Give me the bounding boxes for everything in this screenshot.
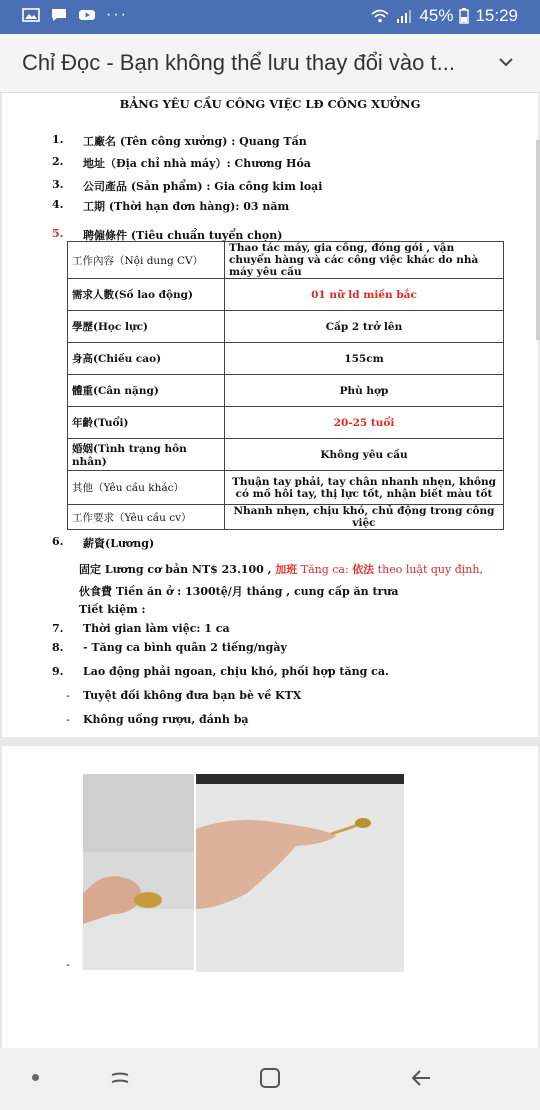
document-title: Chỉ Đọc - Bạn không thể lưu thay đổi vào t... (22, 50, 455, 75)
item-factory-name: 工廠名 (Tên công xưởng) : Quang Tấn (83, 135, 307, 148)
rule-no-friends: Tuyệt đối không đưa bạn bè về KTX (83, 689, 302, 702)
table-key: 體重(Cân nặng) (68, 375, 225, 407)
hand-photo-right (196, 774, 404, 972)
page2-dash: - (66, 958, 70, 971)
table-value: Thuận tay phải, tay chân nhanh nhẹn, không có mồ hôi tay, thị lực tốt, nhận biết màu tốt (225, 471, 504, 505)
table-value: 20-25 tuổi (225, 407, 504, 439)
salary-line-meals: 伙食費 Tiền ăn ở : 1300tệ/月 tháng , cung cấp ăn trưa (79, 585, 399, 598)
table-row (68, 343, 504, 375)
scrollbar[interactable] (536, 140, 540, 340)
clock: 15:29 (475, 6, 518, 25)
table-row (68, 505, 504, 530)
battery-icon (459, 8, 469, 24)
notification-icons (22, 6, 128, 24)
item-number: 1. (52, 133, 64, 146)
item-criteria: 聘僱條件 (Tiêu chuẩn tuyển chọn) (83, 229, 283, 242)
table-value: 155cm (225, 343, 504, 375)
table-key: 其他（Yêu cầu khác） (68, 471, 225, 505)
gallery-icon (22, 7, 40, 23)
table-key: 工作要求（Yêu cầu cv） (68, 505, 225, 530)
system-status (371, 6, 518, 26)
dot-indicator-icon (32, 1074, 39, 1081)
table-key: 學歷(Học lực) (68, 311, 225, 343)
item-salary: 薪資(Lương) (83, 537, 155, 550)
message-icon (50, 7, 68, 23)
table-row (68, 311, 504, 343)
back-icon[interactable] (410, 1066, 434, 1090)
item-number: 2. (52, 155, 64, 168)
table-key: 年齡(Tuổi) (68, 407, 225, 439)
requirements-table (67, 241, 504, 530)
dash-bullet: - (66, 713, 70, 726)
salary-line-savings: Tiết kiệm : (79, 603, 146, 616)
table-value: Nhanh nhẹn, chịu khó, chủ động trong công việc (225, 505, 504, 530)
table-key: 需求人數(Số lao động) (68, 279, 225, 311)
table-row (68, 375, 504, 407)
rule-no-alcohol: Không uống rượu, đánh bạ (83, 713, 249, 726)
item-number: 5. (52, 227, 64, 240)
signal-icon (395, 8, 413, 24)
table-row (68, 242, 504, 279)
item-contract-term: 工期 (Thời hạn đơn hàng): 03 năm (83, 200, 290, 213)
status-bar (0, 0, 540, 34)
table-row (68, 471, 504, 505)
table-key: 婚姻(Tình trạng hôn nhân) (68, 439, 225, 471)
item-overtime: - Tăng ca bình quân 2 tiếng/ngày (83, 641, 287, 654)
table-value: 01 nữ ld miền bắc (225, 279, 504, 311)
table-row (68, 439, 504, 471)
item-number: 6. (52, 535, 64, 548)
salary-line-basic: 固定 Lương cơ bản NT$ 23.100 , 加班 Tăng ca: 依法 theo luật quy định, (79, 563, 483, 576)
battery-percent: 45% (419, 6, 454, 25)
table-value: Không yêu cầu (225, 439, 504, 471)
document-heading: BẢNG YÊU CẦU CÔNG VIỆC LĐ CÔNG XƯỞNG (119, 97, 421, 111)
item-product: 公司產品 (Sản phẩm) : Gia công kim loại (83, 180, 323, 193)
item-working-hours: Thời gian làm việc: 1 ca (83, 622, 230, 635)
navigation-bar (0, 1048, 540, 1110)
youtube-icon (78, 7, 96, 23)
hand-photo-left (83, 774, 194, 970)
chevron-down-icon[interactable] (496, 52, 516, 72)
table-key: 身高(Chiều cao) (68, 343, 225, 375)
table-key: 工作內容（Nội dung CV） (68, 242, 225, 279)
item-number: 7. (52, 622, 64, 635)
table-value: Thao tác máy, gia công, đóng gói , vận chuyển hàng và các công việc khác do nhà máy yêu cầu (225, 242, 504, 279)
recent-apps-icon[interactable] (108, 1066, 132, 1090)
item-number: 3. (52, 178, 64, 191)
item-number: 4. (52, 198, 64, 211)
item-number: 8. (52, 641, 64, 654)
home-icon[interactable] (258, 1066, 282, 1090)
table-value: Phù hợp (225, 375, 504, 407)
item-attitude: Lao động phải ngoan, chịu khó, phối hợp tăng ca. (83, 665, 389, 678)
wifi-icon (371, 8, 389, 24)
table-value: Cấp 2 trở lên (225, 311, 504, 343)
item-number: 9. (52, 665, 64, 678)
more-icon: ··· (106, 6, 128, 23)
title-bar (0, 34, 540, 93)
item-address: 地址（Địa chỉ nhà máy）: Chương Hóa (83, 157, 311, 170)
dash-bullet: - (66, 689, 70, 702)
table-row (68, 407, 504, 439)
table-row (68, 279, 504, 311)
